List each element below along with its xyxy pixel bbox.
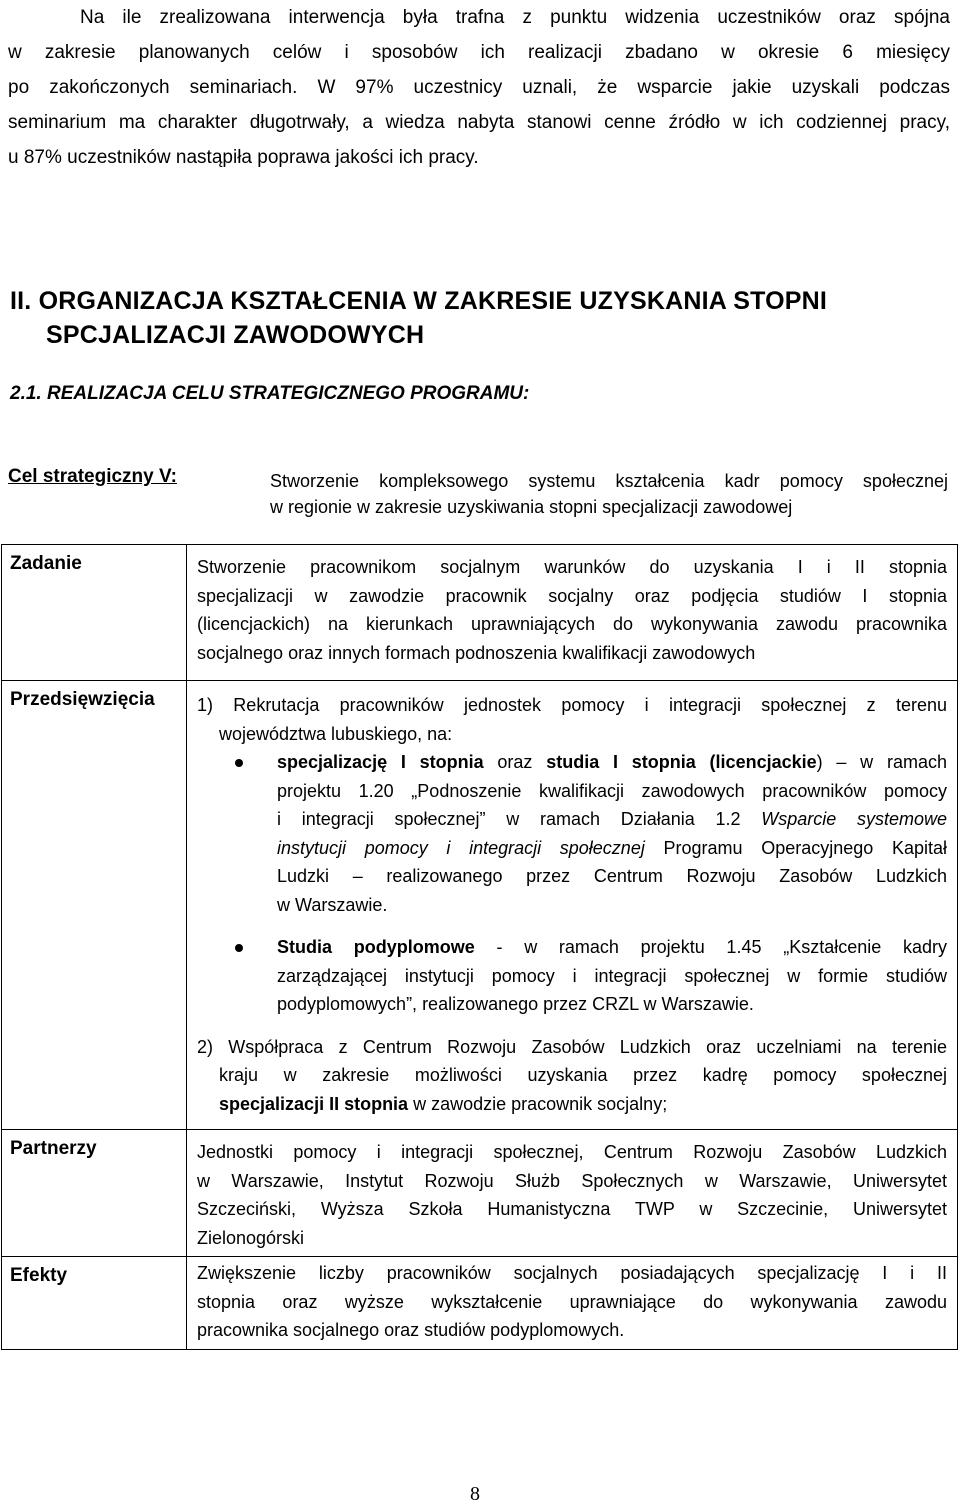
intro-line: seminarium ma charakter długotrwały, a wiedza nabyta stanowi cenne źródło w ich codziennej pracy, bbox=[8, 112, 950, 133]
strategic-goal-text bbox=[270, 468, 948, 520]
intro-paragraph bbox=[8, 0, 950, 175]
text-line bbox=[277, 933, 947, 962]
table-row-partnerzy bbox=[2, 1130, 958, 1257]
row-value bbox=[187, 1130, 958, 1257]
italic-text: Wsparcie systemowe bbox=[761, 809, 947, 829]
text-fragment: i integracji społecznej” w ramach Działania 1.2 bbox=[277, 809, 741, 829]
text-line: socjalnego oraz innych formach podnoszenia kwalifikacji zawodowych bbox=[197, 642, 756, 663]
row-label: Przedsięwzięcia bbox=[2, 681, 187, 1130]
text-line bbox=[277, 805, 947, 834]
text-line: 2) Współpraca z Centrum Rozwoju Zasobów Ludzkich oraz uczelniami na terenie bbox=[197, 1036, 947, 1057]
text-line: pracownika socjalnego oraz studiów podyplomowych. bbox=[197, 1320, 625, 1340]
text-line: Jednostki pomocy i integracji społecznej, Centrum Rozwoju Zasobów Ludzkich bbox=[197, 1142, 947, 1162]
strategic-goal-line: w regionie w zakresie uzyskiwania stopni specjalizacji zawodowej bbox=[270, 497, 793, 517]
row-value bbox=[187, 681, 958, 1130]
bold-text: Studia podyplomowe bbox=[277, 937, 475, 957]
row-label: Efekty bbox=[2, 1257, 187, 1350]
text-line: zarządzającej instytucji pomocy i integracji społecznej w formie studiów bbox=[277, 965, 947, 986]
section-heading-line2: SPCJALIZACJI ZAWODOWYCH bbox=[46, 321, 425, 349]
intro-line: Na ile zrealizowana interwencja była trafna z punktu widzenia uczestników oraz spójna bbox=[80, 7, 950, 28]
row-value bbox=[187, 1257, 958, 1350]
text-line: kraju w zakresie możliwości uzyskania przez kadrę pomocy społecznej bbox=[219, 1065, 947, 1085]
bold-text: studia I stopnia (licencjackie bbox=[546, 752, 817, 772]
text-fragment: w zawodzie pracownik socjalny; bbox=[408, 1093, 668, 1114]
text-line: w Warszawie. bbox=[277, 894, 388, 915]
strategic-goal-line: Stworzenie kompleksowego systemu kształcenia kadr pomocy społecznej bbox=[270, 471, 948, 491]
text-line: Zwiększenie liczby pracowników socjalnych posiadających specjalizację I i II bbox=[197, 1263, 947, 1283]
bullet-icon bbox=[235, 759, 243, 767]
text-line: Stworzenie pracownikom socjalnym warunków do uzyskania I i II stopnia bbox=[197, 557, 947, 577]
text-line: projektu 1.20 „Podnoszenie kwalifikacji zawodowych pracowników pomocy bbox=[277, 780, 947, 801]
text-line: Szczeciński, Wyższa Szkoła Humanistyczna TWP w Szczecinie, Uniwersytet bbox=[197, 1199, 947, 1219]
strategic-goal-label: Cel strategiczny V: bbox=[8, 466, 177, 487]
text-line: Ludzki – realizowanego przez Centrum Rozwoju Zasobów Ludzkich bbox=[277, 866, 947, 886]
table-row-przedsiewziecia bbox=[2, 681, 958, 1130]
bold-text: specjalizację I stopnia bbox=[277, 752, 484, 772]
bullet-icon bbox=[235, 944, 243, 952]
bold-text: specjalizacji II stopnia bbox=[219, 1093, 409, 1114]
text-line: Zielonogórski bbox=[197, 1227, 305, 1248]
section-heading bbox=[10, 284, 930, 352]
text-line: w Warszawie, Instytut Rozwoju Służb Społecznych w Warszawie, Uniwersytet bbox=[197, 1170, 947, 1191]
bullet-item bbox=[197, 933, 947, 1019]
text-fragment: - w ramach projektu 1.45 „Kształcenie kadry bbox=[474, 937, 947, 957]
table-row-zadanie bbox=[2, 545, 958, 681]
table-row-efekty bbox=[2, 1257, 958, 1350]
text-line: podyplomowych”, realizowanego przez CRZL w Warszawie. bbox=[277, 994, 754, 1014]
text-fragment: ) – w ramach bbox=[816, 752, 947, 772]
text-line: specjalizacji w zawodzie pracownik socjalny oraz podjęcia studiów I stopnia bbox=[197, 585, 947, 606]
intro-line: w zakresie planowanych celów i sposobów ich realizacji zbadano w okresie 6 miesięcy bbox=[8, 42, 950, 63]
row-value bbox=[187, 545, 958, 681]
subsection-heading: 2.1. REALIZACJA CELU STRATEGICZNEGO PROGRAMU: bbox=[10, 383, 530, 404]
intro-line: po zakończonych seminariach. W 97% uczestnicy uznali, że wsparcie jakie uzyskali podczas bbox=[8, 77, 950, 98]
text-line bbox=[277, 748, 947, 777]
text-fragment: oraz bbox=[483, 752, 547, 772]
text-line bbox=[197, 1090, 947, 1119]
text-line: stopnia oraz wyższe wykształcenie uprawniające do wykonywania zawodu bbox=[197, 1291, 947, 1312]
row-label: Partnerzy bbox=[2, 1130, 187, 1257]
bullet-item bbox=[197, 748, 947, 919]
text-line: (licencjackich) na kierunkach uprawniających do wykonywania zawodu pracownika bbox=[197, 614, 947, 634]
row-label: Zadanie bbox=[2, 545, 187, 681]
text-line bbox=[277, 834, 947, 863]
text-line: 1) Rekrutacja pracowników jednostek pomocy i integracji społecznej z terenu bbox=[197, 695, 947, 715]
italic-text: instytucji pomocy i integracji społecznej bbox=[277, 837, 645, 858]
section-heading-line1: II. ORGANIZACJA KSZTAŁCENIA W ZAKRESIE UZYSKANIA STOPNI bbox=[10, 287, 828, 315]
text-line: województwa lubuskiego, na: bbox=[219, 723, 453, 744]
program-table bbox=[1, 544, 958, 1350]
intro-line: u 87% uczestników nastąpiła poprawa jakości ich pracy. bbox=[8, 147, 479, 168]
page-number: 8 bbox=[470, 1483, 480, 1505]
text-fragment: Programu Operacyjnego Kapitał bbox=[663, 837, 947, 858]
